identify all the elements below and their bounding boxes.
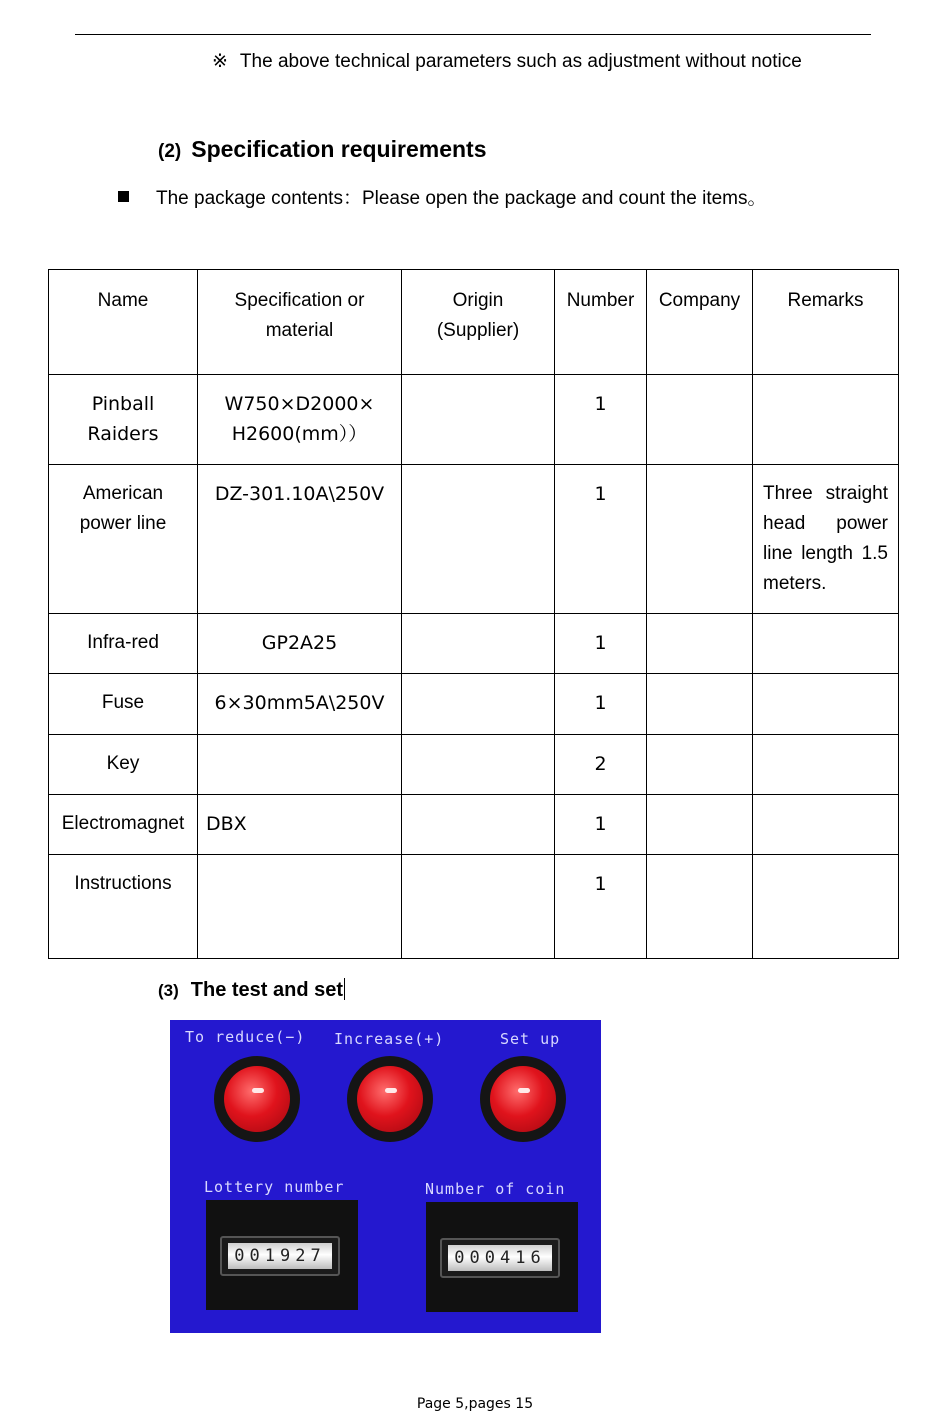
label-reduce: To reduce(−) [185, 1028, 306, 1046]
section-3-number: (3) [158, 981, 179, 1000]
section-2-heading [158, 136, 486, 163]
label-lottery-number: Lottery number [204, 1178, 345, 1196]
header-company: Company [647, 270, 753, 375]
label-setup: Set up [500, 1030, 561, 1048]
cell-remarks: Three straight head power line length 1.5 meters. [753, 465, 899, 614]
notice-mark: ※ [212, 51, 228, 72]
cell-origin [402, 465, 555, 614]
header-rule [75, 34, 871, 35]
header-name: Name [49, 270, 198, 375]
package-contents-table [48, 269, 899, 959]
cell-name: American power line [49, 465, 198, 614]
page-footer: Page 5,pages 15 [416, 1396, 534, 1412]
cell-remarks [753, 614, 899, 674]
increase-button-icon [347, 1056, 433, 1142]
table-row [49, 614, 899, 674]
cell-spec [198, 855, 402, 959]
cell-spec [198, 735, 402, 795]
cell-origin [402, 795, 555, 855]
table-row [49, 465, 899, 614]
cell-company [647, 674, 753, 735]
control-panel-photo [170, 1020, 601, 1333]
header-number: Number [555, 270, 647, 375]
cell-number: 2 [555, 735, 647, 795]
coin-counter [426, 1202, 578, 1312]
cell-name: Infra-red [49, 614, 198, 674]
cell-remarks [753, 795, 899, 855]
cell-origin [402, 735, 555, 795]
cell-name: Fuse [49, 674, 198, 735]
cell-company [647, 375, 753, 465]
cell-remarks [753, 375, 899, 465]
square-bullet-icon [118, 191, 129, 202]
label-number-of-coin: Number of coin [425, 1180, 566, 1198]
cell-spec: GP2A25 [198, 614, 402, 674]
cell-number: 1 [555, 674, 647, 735]
cell-number: 1 [555, 465, 647, 614]
section-3-title: The test and set [190, 979, 344, 1001]
lottery-counter [206, 1200, 358, 1310]
table-row [49, 735, 899, 795]
notice-text: The above technical parameters such as adjustment without notice [239, 51, 802, 72]
notice-line [212, 50, 802, 73]
cell-number: 1 [555, 855, 647, 959]
text-cursor [344, 978, 345, 1000]
header-remarks: Remarks [753, 270, 899, 375]
cell-remarks [753, 674, 899, 735]
cell-remarks [753, 855, 899, 959]
cell-name: Instructions [49, 855, 198, 959]
section-2-title: Specification requirements [191, 136, 487, 162]
header-spec: Specification or material [198, 270, 402, 375]
cell-origin [402, 674, 555, 735]
cell-company [647, 855, 753, 959]
lottery-counter-digits: 001927 [228, 1243, 332, 1269]
cell-company [647, 795, 753, 855]
table-row [49, 795, 899, 855]
cell-spec: DBX [198, 795, 402, 855]
cell-origin [402, 855, 555, 959]
table-row [49, 855, 899, 959]
header-origin: Origin (Supplier) [402, 270, 555, 375]
cell-company [647, 735, 753, 795]
cell-company [647, 614, 753, 674]
table-row [49, 375, 899, 465]
cell-name: Pinball Raiders [49, 375, 198, 465]
cell-spec: DZ-301.10A\250V [198, 465, 402, 614]
cell-origin [402, 614, 555, 674]
cell-number: 1 [555, 614, 647, 674]
table-header-row [49, 270, 899, 375]
reduce-button-icon [214, 1056, 300, 1142]
cell-number: 1 [555, 795, 647, 855]
section-2-number: (2) [158, 141, 182, 162]
package-contents-line [118, 183, 767, 210]
label-increase: Increase(+) [334, 1030, 445, 1048]
setup-button-icon [480, 1056, 566, 1142]
cell-spec: W750×D2000× H2600(mm）） [198, 375, 402, 465]
cell-remarks [753, 735, 899, 795]
coin-counter-digits: 000416 [448, 1245, 552, 1271]
section-3-heading [158, 978, 345, 1002]
cell-company [647, 465, 753, 614]
cell-name: Key [49, 735, 198, 795]
cell-number: 1 [555, 375, 647, 465]
package-contents-text: The package contents：Please open the package and count the items。 [156, 188, 767, 209]
cell-spec: 6×30mm5A\250V [198, 674, 402, 735]
cell-origin [402, 375, 555, 465]
cell-name: Electromagnet [49, 795, 198, 855]
table-row [49, 674, 899, 735]
